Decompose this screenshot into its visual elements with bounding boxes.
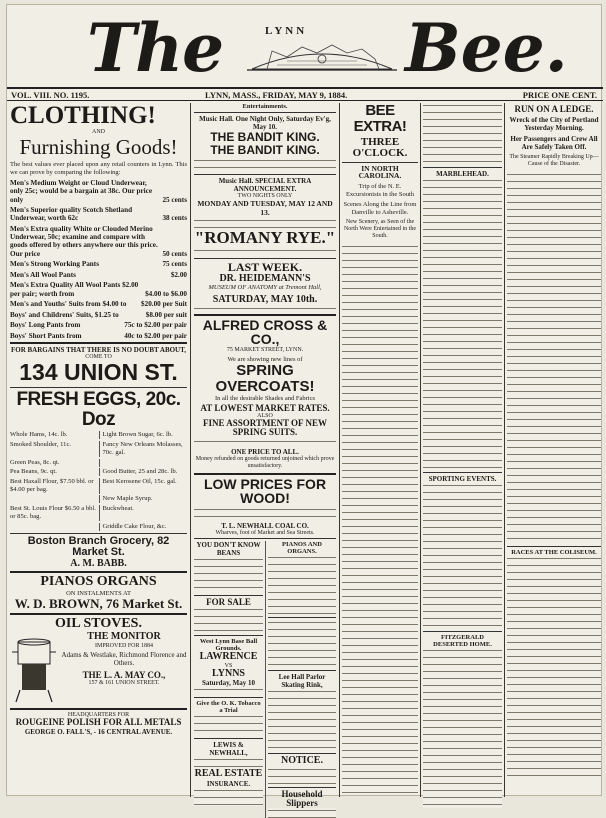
heidemann: DR. HEIDEMANN'S xyxy=(219,272,311,284)
real-estate: REAL ESTATE xyxy=(194,768,263,780)
lynns: LYNNS xyxy=(212,667,245,679)
wreck-subhead: Wreck of the City of Portland Yesterday Morning. xyxy=(509,116,599,133)
museum-line: MUSEUM OF ANATOMY at Tremont Hall, xyxy=(208,284,322,292)
falls-address: GEORGE O. FALL'S, - 16 CENTRAL AVENUE. xyxy=(24,727,173,736)
clothing-item-desc: Men's and Youths' Suits from $4.00 to xyxy=(10,300,127,309)
la-may-address: 157 & 161 UNION STREET. xyxy=(88,679,160,686)
romany-rye: "ROMANY RYE." xyxy=(194,228,336,248)
bargains-line: FOR BARGAINS THAT THERE IS NO DOUBT ABOUT, xyxy=(10,346,187,355)
column-rule xyxy=(504,103,505,797)
article-text-block xyxy=(342,244,418,794)
article-text-block xyxy=(423,103,502,165)
grocery-row xyxy=(10,431,187,439)
marblehead-heading: MARBLEHEAD. xyxy=(436,170,489,178)
monday-tuesday: MONDAY AND TUESDAY, MAY 12 AND 13. xyxy=(197,199,333,218)
grocery-row xyxy=(10,523,187,531)
clothing-intro: The best values ever placed upon any retail counters in Lynn. This we can prove by comparing the following: xyxy=(10,161,187,176)
clothing-item-desc: Men's Strong Working Pants xyxy=(10,260,99,269)
clothing-item xyxy=(10,271,187,279)
one-price: ONE PRICE TO ALL. xyxy=(231,447,299,456)
beehive-illustration-icon xyxy=(247,39,397,73)
music-hall-one-night: Music Hall. One Night Only, Saturday Ev'g, May 10. xyxy=(199,115,331,131)
two-nights: TWO NIGHTS ONLY xyxy=(237,193,293,200)
lewis-newhall: LEWIS & NEWHALL, xyxy=(209,741,248,758)
entertainments-heading: Entertainments. xyxy=(242,103,288,110)
grocery-row xyxy=(10,478,187,494)
monitor-heading: THE MONITOR xyxy=(87,631,161,643)
grocery-row xyxy=(10,459,187,467)
grocery-row xyxy=(10,495,187,503)
grocery-item: Fancy New Orleans Molasses, 70c. gal. xyxy=(99,441,188,457)
newspaper-page xyxy=(6,4,602,808)
column-wreck xyxy=(507,103,601,797)
article-text-block xyxy=(423,178,502,470)
price: PRICE ONE CENT. xyxy=(522,90,597,100)
bandit-king-2: THE BANDIT KING. xyxy=(210,142,320,157)
spring-overcoats: SPRING OVERCOATS! xyxy=(215,362,315,395)
clothing-item-desc: Boys' and Childrens' Suits, $1.25 to xyxy=(10,310,119,319)
grocery-item: Smoked Shoulder, 11c. xyxy=(10,441,72,449)
union-street-heading: 134 UNION ST. xyxy=(19,359,178,386)
fine-assortment: FINE ASSORTMENT OF NEW SPRING SUITS. xyxy=(203,417,327,438)
alfred-cross-co: ALFRED CROSS & CO., xyxy=(202,316,328,348)
clothing-item-price: 75c to $2.00 per pair xyxy=(124,321,187,330)
clothing-item xyxy=(10,281,187,297)
clothing-item xyxy=(10,206,187,222)
showing-line: We are showing new lines of xyxy=(227,356,303,363)
clothing-item-price: $2.00 xyxy=(170,270,187,279)
clothing-item-price: 75 cents xyxy=(162,260,187,269)
also-label: ALSO xyxy=(257,412,273,419)
masthead-the: The xyxy=(87,9,224,87)
grocery-item: Buckwheat. xyxy=(99,505,188,521)
column-rule xyxy=(190,103,191,797)
grocery-item: Good Butter, 25 and 28c. lb. xyxy=(99,468,188,476)
grocery-item: Green Peas, 8c. qt. xyxy=(10,458,60,466)
lowest-rates: AT LOWEST MARKET RATES. xyxy=(200,402,330,413)
clothing-item-price: 25 cents xyxy=(162,195,187,204)
headquarters-label: HEADQUARTERS FOR xyxy=(67,712,130,719)
article-text-block xyxy=(507,172,601,544)
clothing-item-price: $8.00 per suit xyxy=(145,310,187,319)
newhall-coal: T. L. NEWHALL COAL CO. xyxy=(221,522,309,530)
improved-label: IMPROVED FOR 1884 xyxy=(94,642,153,649)
clothing-item-price: 40c to $2.00 per pair xyxy=(124,331,187,340)
clothing-item xyxy=(10,332,187,340)
clothing-item xyxy=(10,300,187,308)
grocery-item xyxy=(10,495,99,503)
insurance: INSURANCE. xyxy=(206,779,251,788)
vs-label: VS xyxy=(224,662,233,669)
money-refunded: Money refunded on goods returned unjoined which prove unsatisfactory. xyxy=(195,455,335,470)
masthead-bee: Bee. xyxy=(405,9,568,87)
babb-name: A. M. BABB. xyxy=(70,557,127,569)
fitzgerald-heading: FITZGERALD DESERTED HOME. xyxy=(433,634,492,648)
column-entertainments xyxy=(194,103,336,808)
grocery-row xyxy=(10,441,187,457)
come-to-label: COME TO xyxy=(85,354,112,361)
grocery-item: Best St. Louis Flour $6.50 a bbl. or 85c. bag. xyxy=(10,505,96,521)
oil-stoves-heading: OIL STOVES. xyxy=(55,615,142,631)
grocery-row xyxy=(10,505,187,521)
clothing-heading: CLOTHING! xyxy=(10,102,156,129)
furnishing-heading: Furnishing Goods! xyxy=(19,135,178,160)
clothing-item-desc: Men's All Wool Pants xyxy=(10,270,76,279)
article-text-block xyxy=(423,483,502,629)
clothing-item-desc: Men's Extra Quality All Wool Pants $2.00 per pair; worth from xyxy=(10,281,139,298)
grocery-item: Griddle Cake Flour, &c. xyxy=(99,523,188,531)
grocery-item: Pea Beans, 9c. qt. xyxy=(10,468,57,476)
grocery-item: Best Haxall Flour, $7.50 bbl. or $4.00 per bag. xyxy=(10,477,94,493)
grocery-row xyxy=(10,468,187,476)
clothing-item-price: 38 cents xyxy=(162,214,187,223)
column-rule xyxy=(339,103,340,797)
races-coliseum-heading: RACES AT THE COLISEUM. xyxy=(511,549,597,557)
bee-extra-heading: BEE EXTRA! xyxy=(353,102,407,135)
volume-number: VOL. VIII. NO. 1195. xyxy=(11,90,90,100)
grocery-item: Light Brown Sugar, 6c. lb. xyxy=(99,431,188,439)
clothing-item-desc: Men's Superior quality Scotch Shetland Underwear, worth 62c xyxy=(10,206,133,223)
installments-label: ON INSTALMENTS AT xyxy=(66,589,131,597)
clothing-item xyxy=(10,260,187,268)
saturday-may-10: SATURDAY, MAY 10th. xyxy=(212,294,318,306)
column-bee-extra xyxy=(342,103,418,797)
new-scenery-subhead: New Scenery, as Seen of the North Were Entertained in the South. xyxy=(343,219,417,240)
article-text-block xyxy=(507,556,601,782)
grocery-item: Best Kerosene Oil, 15c. gal. xyxy=(99,478,188,494)
place-date: LYNN, MASS., FRIDAY, MAY 9, 1884. xyxy=(205,90,348,100)
scenes-subhead: Scenes Along the Line from Danville to Asheville. xyxy=(343,201,417,216)
pianos-organs-heading: PIANOS ORGANS xyxy=(40,574,157,590)
trip-subhead: Trip of the N. E. Excursionists in the South xyxy=(345,183,415,198)
column-clothing xyxy=(10,103,187,797)
tobacco-trial: Give the O. K. Tobacco a Trial xyxy=(196,700,261,715)
grocery-item: Whole Hams, 14c. lb. xyxy=(10,431,68,439)
boston-branch-grocery: Boston Branch Grocery, 82 Market St. xyxy=(27,534,170,559)
column-rule xyxy=(420,103,421,797)
last-week: LAST WEEK. xyxy=(227,260,303,275)
and-label: AND xyxy=(92,129,105,136)
shades-line: In all the desirable Shades and Fabrics xyxy=(215,394,315,402)
brown-address: W. D. BROWN, 76 Market St. xyxy=(14,595,183,611)
clothing-item-desc: Men's Medium Weight or Cloud Underwear, only 25c; would be a bargain at 38c. Our price only xyxy=(10,179,153,204)
clothing-price-list xyxy=(10,179,187,340)
grocery-item xyxy=(10,523,99,531)
bandit-king-1: THE BANDIT KING. xyxy=(210,130,320,144)
north-carolina-heading: IN NORTH CAROLINA. xyxy=(358,163,402,181)
lee-hall-rink: Lee Hall Parlor Skating Rink, xyxy=(278,673,326,689)
clothing-item-desc: Boys' Short Pants from xyxy=(10,331,82,340)
steamer-subhead: The Steamer Rapidly Breaking Up—Cause of the Disaster. xyxy=(509,154,599,168)
special-announcement: Music Hall. SPECIAL EXTRA ANNOUNCEMENT. xyxy=(218,177,312,194)
run-on-ledge-heading: RUN ON A LEDGE. xyxy=(514,104,594,114)
clothing-item xyxy=(10,225,187,258)
notice-heading: NOTICE. xyxy=(281,755,323,766)
clothing-item xyxy=(10,321,187,329)
clothing-item xyxy=(10,179,187,204)
sporting-events-heading: SPORTING EVENTS. xyxy=(428,475,497,483)
masthead-lynn: LYNN xyxy=(265,25,308,37)
clothing-item-price: $20.00 per Suit xyxy=(141,300,187,309)
alfred-address: 75 MARKET STREET, LYNN. xyxy=(226,347,304,353)
low-prices-wood: LOW PRICES FOR WOOD! xyxy=(203,475,327,507)
fresh-eggs-heading: FRESH EGGS, 20c. Doz xyxy=(16,388,181,430)
grocery-item: New Maple Syrup. xyxy=(99,495,188,503)
three-oclock: THREE O'CLOCK. xyxy=(352,135,408,160)
west-lynn-grounds: West Lynn Base Ball Grounds. xyxy=(199,638,258,653)
newhall-wharves: Wharves, foot of Market and Sea Streets. xyxy=(215,530,315,536)
article-text-block xyxy=(423,648,502,808)
for-sale: FOR SALE xyxy=(206,597,251,607)
masthead xyxy=(7,5,603,87)
lawrence: LAWRENCE xyxy=(199,651,258,663)
saturday-may-10-game: Saturday, May 10 xyxy=(201,679,256,688)
dateline xyxy=(7,87,603,101)
la-may-co: THE L. A. MAY CO., xyxy=(82,669,166,680)
stove-brands: Adams & Westlake, Richmond Florence and Others. xyxy=(61,650,187,667)
beans-heading: YOU DON'T KNOW BEANS xyxy=(196,541,261,557)
clothing-item-price: $4.00 to $6.00 xyxy=(145,289,187,298)
rougeine-polish: ROUGEINE POLISH FOR ALL METALS xyxy=(15,717,182,728)
clothing-item xyxy=(10,311,187,319)
clothing-item-desc: Boys' Long Pants from xyxy=(10,321,81,330)
clothing-item-price: 50 cents xyxy=(162,249,187,258)
column-news xyxy=(423,103,502,797)
passengers-subhead: Her Passengers and Crew All Are Safely Taken Off. xyxy=(510,135,598,152)
oil-stove-illustration-icon xyxy=(10,632,58,704)
clothing-item-desc: Men's Extra quality White or Clouded Merino Underwear, 50c; examine and compare with goods offered by others anywhere our this price. Our price xyxy=(10,224,158,258)
grocery-item xyxy=(99,459,188,467)
grocery-price-list xyxy=(10,431,187,530)
pianos-organs: PIANOS AND ORGANS. xyxy=(282,541,322,555)
household-slippers: Household Slippers xyxy=(281,788,323,808)
